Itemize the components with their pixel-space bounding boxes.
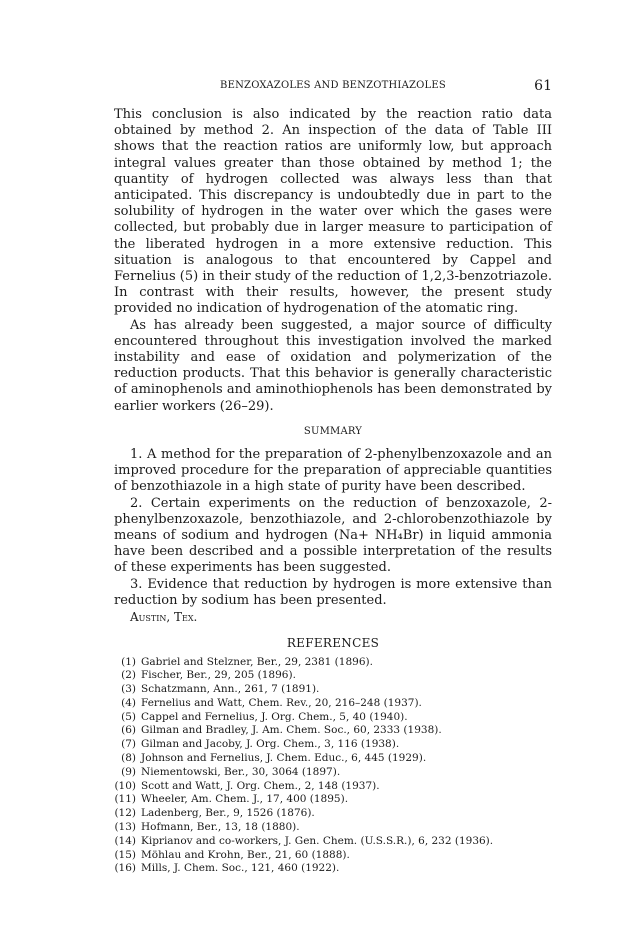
- reference-item: [114, 849, 552, 863]
- reference-item: [114, 697, 552, 711]
- reference-number: (11): [114, 793, 136, 806]
- summary-item-3: 3. Evidence that reduction by hydrogen is more extensive than reduction by sodium has been presented.: [114, 576, 552, 608]
- reference-text: Fischer, Ber., 29, 205 (1896).: [141, 669, 296, 682]
- reference-item: [114, 793, 552, 807]
- reference-text: Gilman and Jacoby, J. Org. Chem., 3, 116 (1938).: [141, 738, 400, 751]
- reference-number: (15): [114, 848, 136, 861]
- reference-item: [114, 752, 552, 766]
- reference-text: Wheeler, Am. Chem. J., 17, 400 (1895).: [141, 793, 349, 806]
- paragraph-conclusion: This conclusion is also indicated by the reaction ratio data obtained by method 2. An inspection of the data of Table III shows that the reaction ratios are uniformly low, but approach integral values greater than those obtained by method 1; the quantity of hydrogen collected was always less than that anticipated. This discrepancy is undoubtedly due in part to the solubility of hydrogen in the water over which the gases were collected, but probably due in larger measure to participation of the liberated hydrogen in a more extensive reduction. This situation is analogous to that encountered by Cappel and Fernelius (5) in their study of the reduction of 1,2,3-benzotriazole. In contrast with their results, however, the present study provided no indication of hydrogenation of the atomatic ring.: [114, 107, 552, 317]
- page-number: 61: [534, 78, 552, 94]
- reference-item: [114, 683, 552, 697]
- reference-item: [114, 724, 552, 738]
- reference-number: (8): [121, 752, 136, 765]
- reference-text: Niementowski, Ber., 30, 3064 (1897).: [141, 765, 341, 778]
- reference-number: (14): [114, 834, 136, 847]
- reference-item: [114, 711, 552, 725]
- reference-number: (7): [121, 738, 136, 751]
- running-head: [114, 80, 552, 96]
- reference-number: (5): [121, 710, 136, 723]
- reference-text: Gabriel and Stelzner, Ber., 29, 2381 (1896).: [141, 655, 373, 668]
- reference-text: Scott and Watt, J. Org. Chem., 2, 148 (1937).: [141, 779, 380, 792]
- reference-item: [114, 766, 552, 780]
- reference-list: [114, 656, 552, 877]
- article-body: [114, 107, 552, 876]
- reference-item: [114, 821, 552, 835]
- reference-text: Möhlau and Krohn, Ber., 21, 60 (1888).: [141, 848, 350, 861]
- references-heading: REFERENCES: [286, 636, 380, 651]
- reference-number: (3): [121, 683, 136, 696]
- reference-text: Schatzmann, Ann., 261, 7 (1891).: [141, 683, 320, 696]
- reference-number: (13): [114, 821, 136, 834]
- reference-number: (10): [114, 779, 136, 792]
- reference-item: [114, 807, 552, 821]
- reference-item: [114, 738, 552, 752]
- reference-item: [114, 656, 552, 670]
- reference-number: (4): [121, 696, 136, 709]
- reference-number: (9): [121, 765, 136, 778]
- paragraph-instability: As has already been suggested, a major source of difficulty encountered throughout this investigation involved the marked instability and ease of oxidation and polymerization of the reduction products. That this behavior is generally characteristic of aminophenols and aminothiophenols has been demonstrated by earlier workers (26–29).: [114, 317, 552, 414]
- reference-text: Cappel and Fernelius, J. Org. Chem., 5, 40 (1940).: [141, 710, 408, 723]
- reference-item: [114, 669, 552, 683]
- reference-item: [114, 780, 552, 794]
- reference-text: Johnson and Fernelius, J. Chem. Educ., 6, 445 (1929).: [141, 752, 427, 765]
- running-title: BENZOXAZOLES AND BENZOTHIAZOLES: [220, 80, 446, 91]
- reference-text: Mills, J. Chem. Soc., 121, 460 (1922).: [141, 862, 340, 875]
- reference-item: [114, 835, 552, 849]
- reference-number: (2): [121, 669, 136, 682]
- reference-text: Ladenberg, Ber., 9, 1526 (1876).: [141, 807, 315, 820]
- reference-number: (1): [121, 655, 136, 668]
- reference-item: [114, 862, 552, 876]
- reference-text: Gilman and Bradley, J. Am. Chem. Soc., 60, 2333 (1938).: [141, 724, 442, 737]
- reference-number: (6): [121, 724, 136, 737]
- reference-number: (12): [114, 807, 136, 820]
- place-line: Austin, Tex.: [130, 610, 198, 625]
- summary-item-2: 2. Certain experiments on the reduction of benzoxazole, 2-phenylbenzoxazole, benzothiazole, and 2-chlorobenzothiazole by means of sodium and hydrogen (Na+ NH₄Br) in liquid ammonia have been described and a possible interpretation of the results of these experiments has been suggested.: [114, 495, 552, 576]
- summary-item-1: 1. A method for the preparation of 2-phenylbenzoxazole and an improved procedure for the preparation of appreciable quantities of benzothiazole in a high state of purity have been described.: [114, 447, 552, 495]
- reference-text: Kiprianov and co-workers, J. Gen. Chem. (U.S.S.R.), 6, 232 (1936).: [141, 834, 494, 847]
- summary-heading: SUMMARY: [303, 425, 363, 437]
- reference-text: Hofmann, Ber., 13, 18 (1880).: [141, 821, 300, 834]
- reference-number: (16): [114, 862, 136, 875]
- reference-text: Fernelius and Watt, Chem. Rev., 20, 216–248 (1937).: [141, 696, 422, 709]
